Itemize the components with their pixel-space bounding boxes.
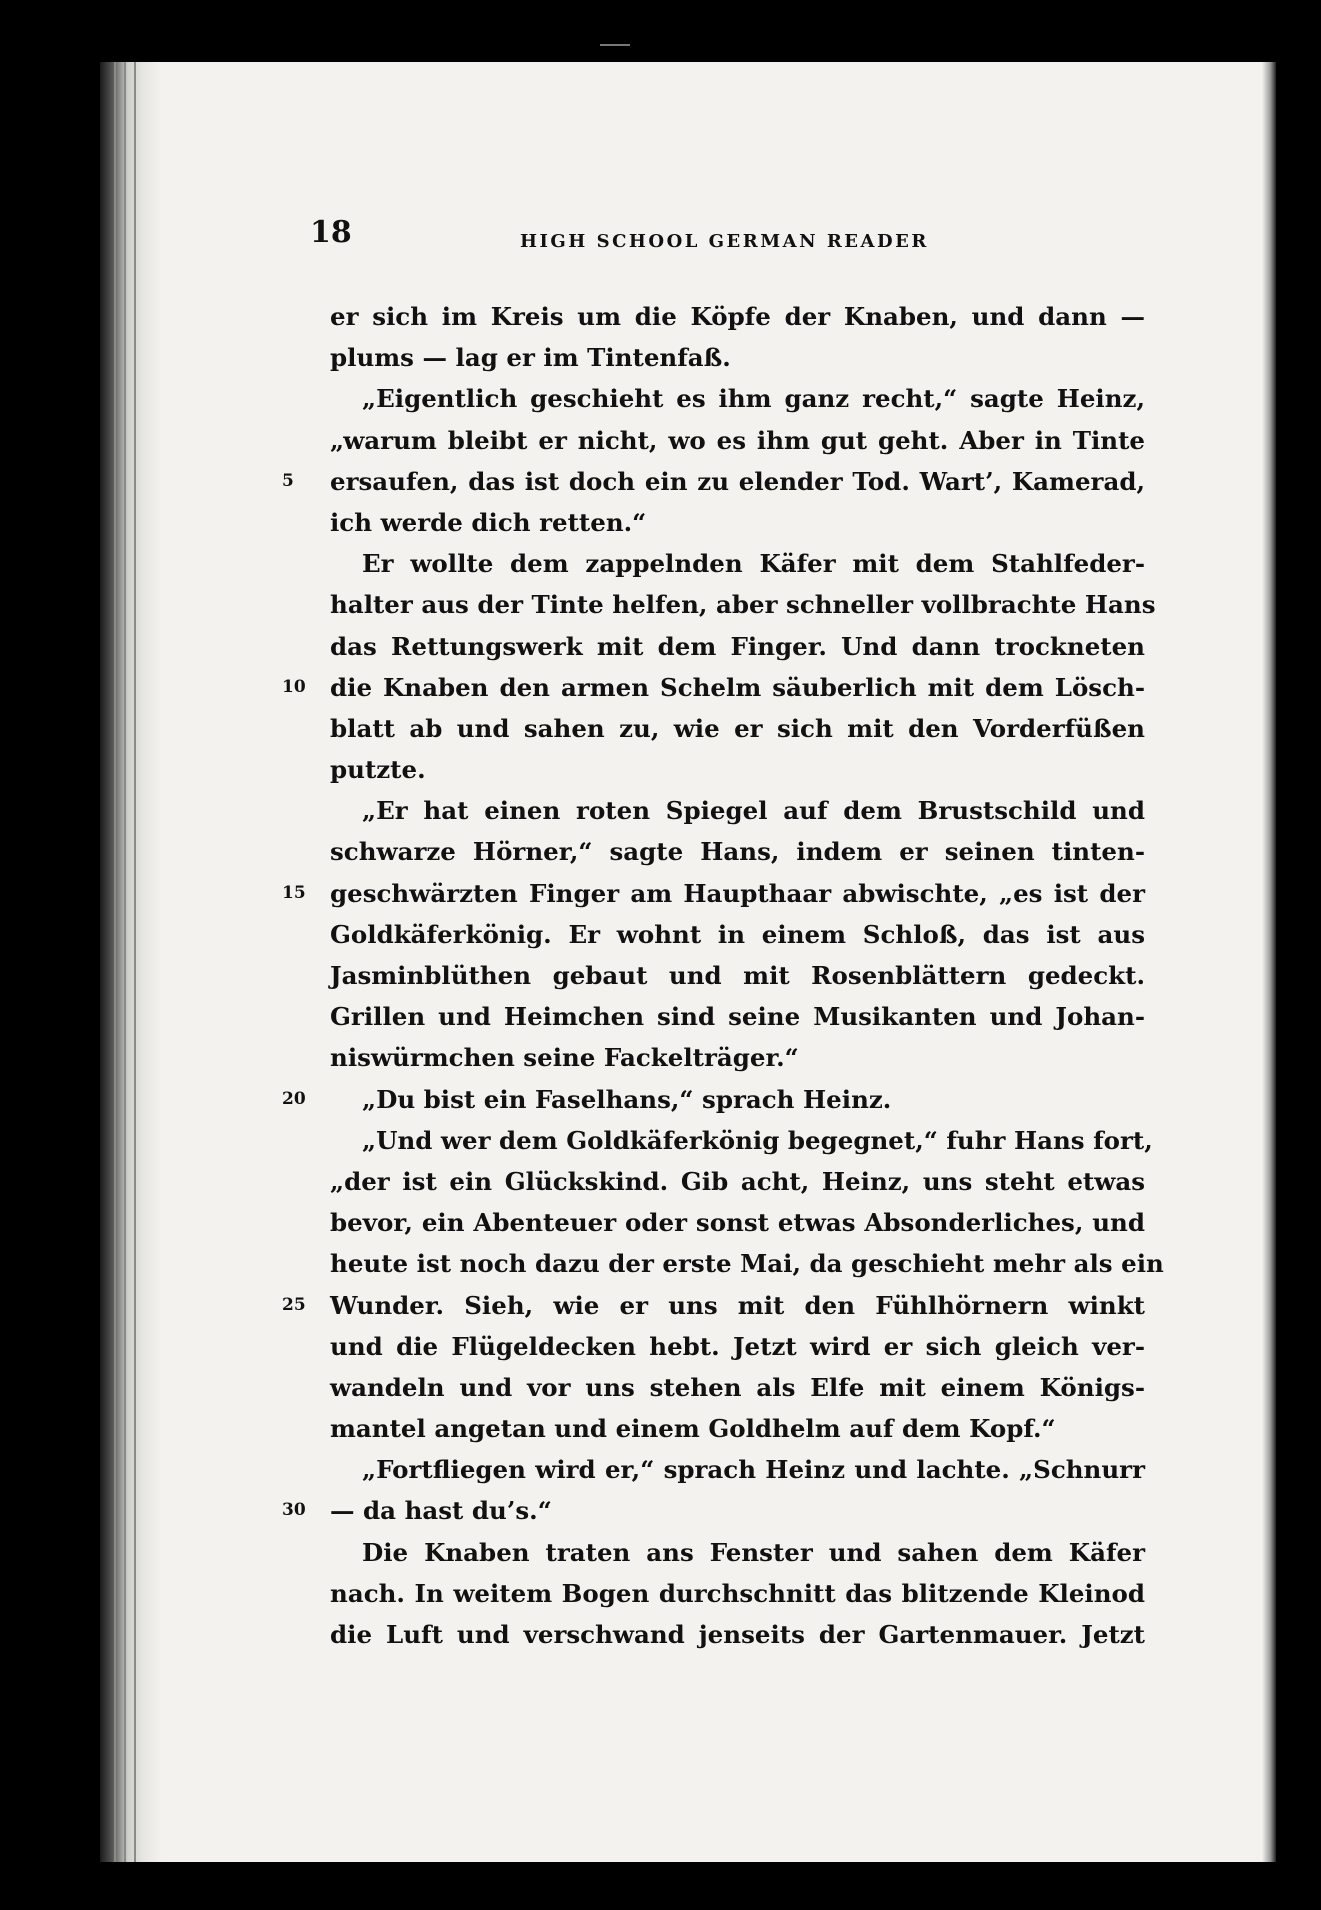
line-text: Wunder. Sieh, wie er uns mit den Fühlhörnern winkt	[330, 1290, 1145, 1320]
text-line	[330, 1367, 1145, 1408]
line-text: putzte.	[330, 755, 426, 785]
text-line	[330, 790, 1145, 831]
text-line	[330, 543, 1145, 584]
book-gutter	[100, 62, 162, 1862]
line-text: die Knaben den armen Schelm säuberlich mit dem Lösch-	[330, 672, 1145, 702]
text-line	[330, 1037, 1145, 1078]
text-line	[330, 1408, 1145, 1449]
text-line	[330, 584, 1156, 625]
text-line	[330, 914, 1145, 955]
text-line	[330, 1532, 1145, 1573]
text-line	[330, 1243, 1164, 1284]
line-text: ich werde dich retten.“	[330, 507, 647, 537]
gutter-line	[124, 62, 126, 1862]
text-line	[330, 1202, 1145, 1243]
text-line	[330, 1326, 1145, 1367]
line-text: und die Flügeldecken hebt. Jetzt wird er sich gleich ver-	[330, 1331, 1145, 1361]
text-line	[330, 708, 1145, 749]
text-line	[330, 502, 1145, 543]
text-line	[330, 626, 1145, 667]
line-text: niswürmchen seine Fackelträger.“	[330, 1043, 799, 1073]
line-text: „Fortfliegen wird er,“ sprach Heinz und lachte. „Schnurr	[362, 1455, 1145, 1485]
text-line	[330, 1573, 1145, 1614]
line-text: Goldkäferkönig. Er wohnt in einem Schloß, das ist aus	[330, 919, 1145, 949]
text-line	[282, 461, 1145, 502]
line-text: — da hast du’s.“	[330, 1496, 552, 1526]
text-line	[330, 996, 1145, 1037]
line-text: Grillen und Heimchen sind seine Musikanten und Johan-	[330, 1002, 1145, 1032]
text-line	[282, 1490, 1145, 1531]
line-text: „Er hat einen roten Spiegel auf dem Brustschild und	[362, 796, 1145, 826]
line-number: 30	[282, 1500, 306, 1521]
line-number: 15	[282, 882, 306, 903]
text-line	[282, 873, 1145, 914]
text-line	[330, 337, 1145, 378]
line-number: 5	[282, 470, 294, 491]
line-text: „Eigentlich geschieht es ihm ganz recht,“ sagte Heinz,	[362, 384, 1145, 414]
line-text: er sich im Kreis um die Köpfe der Knaben, und dann —	[330, 302, 1145, 331]
line-text: nach. In weitem Bogen durchschnitt das blitzende Kleinod	[330, 1578, 1145, 1608]
text-line	[282, 667, 1145, 708]
line-number: 10	[282, 676, 306, 697]
text-line	[330, 1449, 1145, 1490]
line-text: Jasminblüthen gebaut und mit Rosenblättern gedeckt.	[330, 961, 1145, 990]
scan-mark	[600, 44, 630, 46]
line-text: mantel angetan und einem Goldhelm auf dem Kopf.“	[330, 1414, 1056, 1444]
text-line	[330, 831, 1145, 872]
text-line	[330, 955, 1145, 996]
text-line	[330, 296, 1145, 337]
text-line	[330, 1120, 1153, 1161]
line-text: das Rettungswerk mit dem Finger. Und dann trockneten	[330, 631, 1145, 661]
gutter-line	[134, 62, 136, 1862]
line-text: „Und wer dem Goldkäferkönig begegnet,“ fuhr Hans fort,	[362, 1125, 1153, 1155]
page-number: 18	[310, 215, 352, 250]
text-line	[330, 1614, 1145, 1655]
line-text: ersaufen, das ist doch ein zu elender Tod. Wart’, Kamerad,	[330, 466, 1145, 496]
text-line	[282, 1079, 1145, 1120]
line-text: heute ist noch dazu der erste Mai, da geschieht mehr als ein	[330, 1249, 1164, 1279]
line-number: 20	[282, 1088, 306, 1109]
line-text: Die Knaben traten ans Fenster und sahen dem Käfer	[362, 1537, 1145, 1567]
body-text	[282, 296, 1164, 1655]
text-line	[330, 420, 1145, 461]
line-text: bevor, ein Abenteuer oder sonst etwas Absonderliches, und	[330, 1208, 1145, 1238]
line-text: schwarze Hörner,“ sagte Hans, indem er seinen tinten-	[330, 837, 1145, 867]
gutter-line	[114, 62, 116, 1862]
line-text: „der ist ein Glückskind. Gib acht, Heinz, uns steht etwas	[330, 1166, 1145, 1196]
line-text: wandeln und vor uns stehen als Elfe mit einem Königs-	[330, 1372, 1145, 1402]
line-text: plums — lag er im Tintenfaß.	[330, 343, 731, 373]
line-text: „Du bist ein Faselhans,“ sprach Heinz.	[362, 1084, 892, 1114]
running-head: HIGH SCHOOL GERMAN READER	[520, 231, 929, 252]
text-line	[330, 749, 1145, 790]
text-line	[330, 378, 1145, 419]
line-text: halter aus der Tinte helfen, aber schneller vollbrachte Hans	[330, 590, 1156, 620]
line-text: geschwärzten Finger am Haupthaar abwischte, „es ist der	[330, 878, 1145, 908]
text-line	[330, 1161, 1145, 1202]
page-header	[310, 215, 1210, 255]
line-text: „warum bleibt er nicht, wo es ihm gut geht. Aber in Tinte	[330, 425, 1145, 455]
line-number: 25	[282, 1294, 306, 1315]
text-line	[282, 1285, 1145, 1326]
line-text: die Luft und verschwand jenseits der Gartenmauer. Jetzt	[330, 1620, 1145, 1649]
line-text: blatt ab und sahen zu, wie er sich mit den Vorderfüßen	[330, 713, 1145, 743]
page-right-edge	[1262, 62, 1276, 1862]
line-text: Er wollte dem zappelnden Käfer mit dem Stahlfeder-	[362, 549, 1145, 579]
